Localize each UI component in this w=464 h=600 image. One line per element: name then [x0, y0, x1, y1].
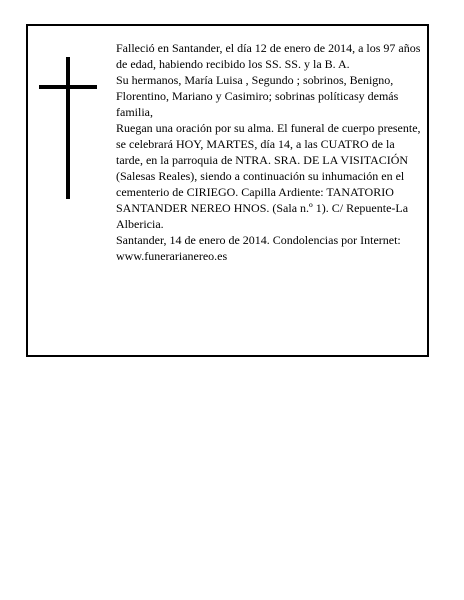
latin-cross-icon	[39, 57, 97, 199]
notice-text	[116, 40, 422, 264]
death-announcement: Falleció en Santander, el día 12 de enero de 2014, a los 97 años de edad, habiendo recibido los SS. SS. y la B. A.	[116, 41, 421, 71]
funeral-details: Ruegan una oración por su alma. El funeral de cuerpo presente, se celebrará HOY, MARTES, día 14, a las CUATRO de la tarde, en la parroquia de NTRA. SRA. DE LA VISITACIÓN (Salesas Reales), siendo a continuación su inhumación en el cementerio de CIRIEGO. Capilla Ardiente: TANATORIO SANTANDER NEREO HNOS. (Sala n.º 1). C/ Repuente-La Albericia.	[116, 121, 421, 231]
date-and-condolences: Santander, 14 de enero de 2014. Condolencias por Internet: www.funerarianereo.es	[116, 233, 401, 263]
family-list: Su hermanos, María Luisa , Segundo ; sobrinos, Benigno, Florentino, Mariano y Casimiro; sobrinas políticasy demás familia,	[116, 73, 399, 119]
obituary-notice	[26, 24, 429, 357]
